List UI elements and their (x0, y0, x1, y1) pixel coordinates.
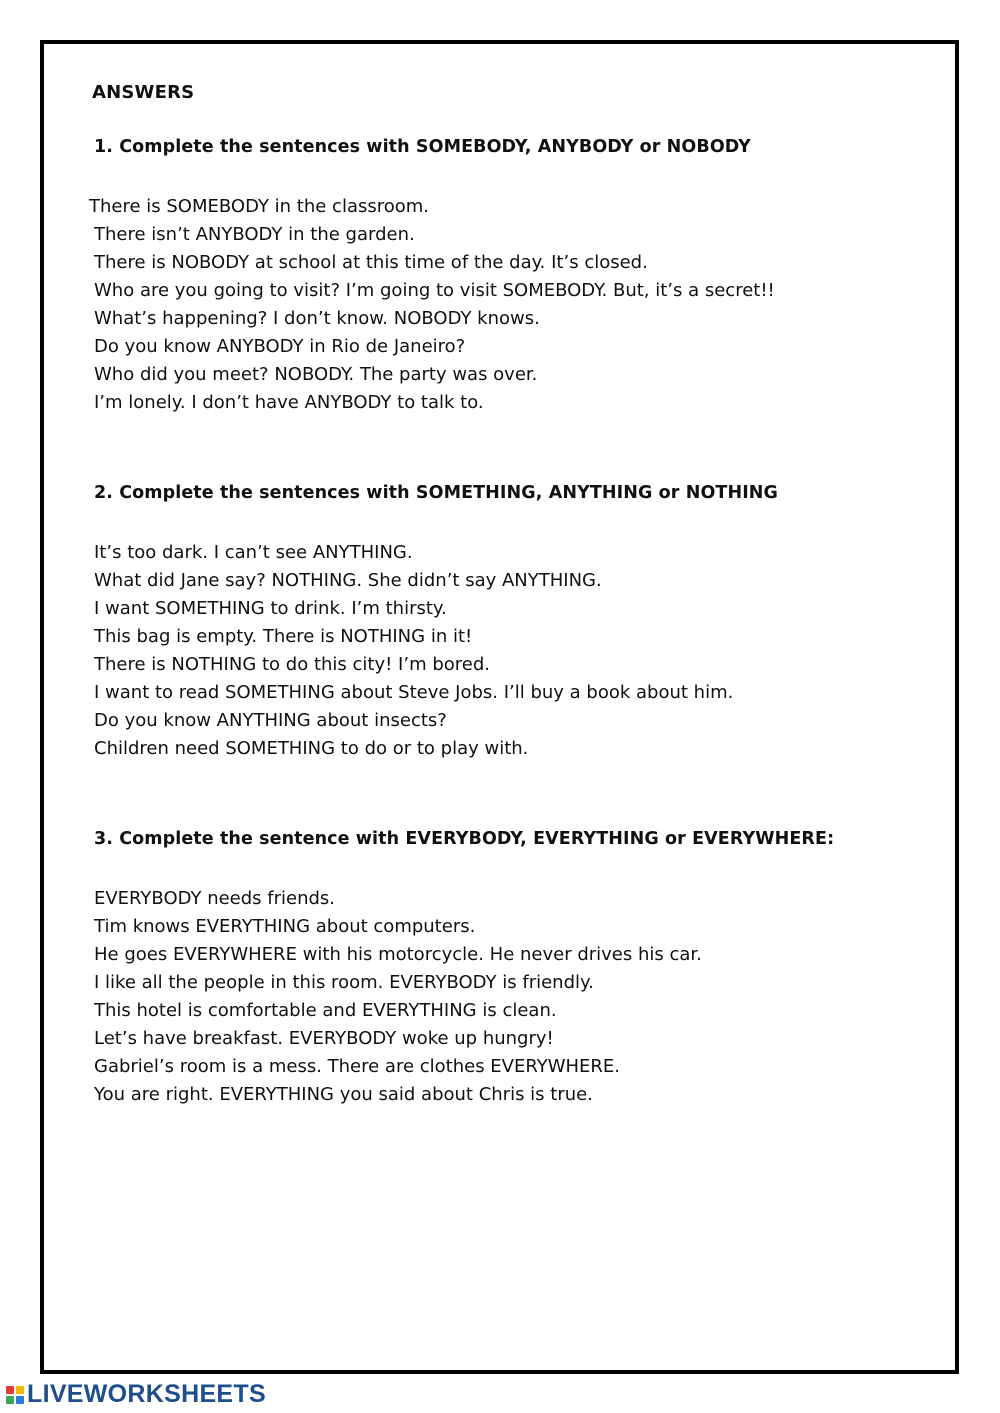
answer-line: There is NOBODY at school at this time of the day. It’s closed. (94, 252, 648, 273)
answer-line: There isn’t ANYBODY in the garden. (94, 224, 415, 245)
worksheet-content (91, 82, 915, 1175)
logo-square (16, 1386, 24, 1394)
answer-line: This hotel is comfortable and EVERYTHING is clean. (94, 1000, 557, 1021)
logo-square (6, 1396, 14, 1404)
liveworksheets-logo-icon (6, 1386, 24, 1404)
answer-line: What did Jane say? NOTHING. She didn’t say ANYTHING. (94, 570, 602, 591)
answer-line: Do you know ANYTHING about insects? (94, 710, 447, 731)
section-title: 2. Complete the sentences with SOMETHING, ANYTHING or NOTHING (94, 483, 779, 503)
answer-list (94, 539, 915, 763)
section-title: 3. Complete the sentence with EVERYBODY, EVERYTHING or EVERYWHERE: (94, 829, 835, 849)
liveworksheets-footer (6, 1380, 266, 1409)
answer-line: There is SOMEBODY in the classroom. (89, 196, 430, 217)
answer-list (89, 193, 915, 417)
section-something (91, 483, 915, 763)
section-title: 1. Complete the sentences with SOMEBODY, ANYBODY or NOBODY (94, 137, 751, 157)
answer-line: What’s happening? I don’t know. NOBODY knows. (94, 308, 540, 329)
section-somebody (91, 137, 915, 417)
answer-line: This bag is empty. There is NOTHING in it! (94, 626, 473, 647)
answer-line: It’s too dark. I can’t see ANYTHING. (94, 542, 413, 563)
answer-line: Who did you meet? NOBODY. The party was over. (94, 364, 538, 385)
answer-line: Do you know ANYBODY in Rio de Janeiro? (94, 336, 466, 357)
answer-line: Tim knows EVERYTHING about computers. (94, 916, 476, 937)
answer-line: I want to read SOMETHING about Steve Jobs. I’ll buy a book about him. (94, 682, 734, 703)
answer-line: Children need SOMETHING to do or to play with. (94, 738, 529, 759)
worksheet-frame (40, 40, 959, 1374)
answer-line: I like all the people in this room. EVERYBODY is friendly. (94, 972, 594, 993)
answer-line: I want SOMETHING to drink. I’m thirsty. (94, 598, 447, 619)
answer-line: You are right. EVERYTHING you said about Chris is true. (94, 1084, 593, 1105)
answer-list (94, 885, 915, 1109)
brand-name: LIVEWORKSHEETS (27, 1380, 266, 1408)
answer-line: There is NOTHING to do this city! I’m bored. (94, 654, 490, 675)
logo-square (6, 1386, 14, 1394)
answer-line: I’m lonely. I don’t have ANYBODY to talk to. (94, 392, 484, 413)
answers-heading: ANSWERS (92, 82, 195, 103)
answer-line: Who are you going to visit? I’m going to visit SOMEBODY. But, it’s a secret!! (94, 280, 775, 301)
answer-line: He goes EVERYWHERE with his motorcycle. He never drives his car. (94, 944, 702, 965)
answer-line: Gabriel’s room is a mess. There are clothes EVERYWHERE. (94, 1056, 621, 1077)
logo-square (16, 1396, 24, 1404)
answer-line: Let’s have breakfast. EVERYBODY woke up hungry! (94, 1028, 554, 1049)
answer-line: EVERYBODY needs friends. (94, 888, 336, 909)
section-everybody (91, 829, 915, 1109)
